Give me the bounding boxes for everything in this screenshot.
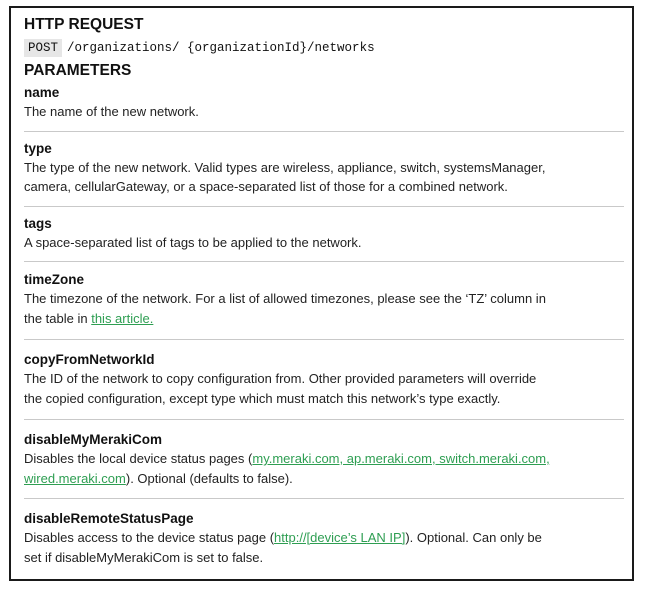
param-tags xyxy=(24,207,624,263)
http-request-heading: HTTP REQUEST xyxy=(24,16,144,33)
param-copy-from-network-id xyxy=(24,340,624,420)
description-text: ). Optional. Can only be xyxy=(405,530,542,545)
param-title: disableRemoteStatusPage xyxy=(24,511,194,526)
endpoint-path: /organizations/ {organizationId}/networks xyxy=(67,41,375,55)
param-description: A space-separated list of tags to be applied to the network. xyxy=(24,234,362,250)
param-description-line: The type of the new network. Valid types are wireless, appliance, switch, systemsManager, xyxy=(24,159,546,175)
param-disable-my-meraki-com xyxy=(24,420,624,499)
param-title: disableMyMerakiCom xyxy=(24,432,163,447)
article-link[interactable]: this article. xyxy=(91,310,154,326)
param-disable-remote-status-page xyxy=(24,499,624,567)
param-description-line xyxy=(24,449,624,469)
meraki-status-links[interactable]: my.meraki.com, ap.meraki.com, switch.meraki.com, xyxy=(252,451,550,466)
description-text: ). Optional (defaults to false). xyxy=(125,470,293,486)
device-lan-ip-link[interactable]: http://[device’s LAN IP] xyxy=(274,530,406,545)
param-description-line: set if disableMyMerakiCom is set to false. xyxy=(24,549,264,565)
param-description-line: The ID of the network to copy configuration from. Other provided parameters will override xyxy=(24,371,537,386)
api-doc-content xyxy=(24,15,624,567)
param-title: tags xyxy=(24,215,52,231)
param-description-line: camera, cellularGateway, or a space-separated list of those for a combined network. xyxy=(24,179,508,194)
description-text: Disables the local device status pages ( xyxy=(24,451,253,466)
param-title: copyFromNetworkId xyxy=(24,352,155,367)
param-title: type xyxy=(24,140,52,156)
wired-meraki-link[interactable]: wired.meraki.com xyxy=(24,470,126,486)
parameters-heading: PARAMETERS xyxy=(24,62,132,79)
endpoint-line xyxy=(24,38,624,58)
param-type xyxy=(24,132,624,207)
param-description: The name of the new network. xyxy=(24,104,199,119)
param-description-line xyxy=(24,469,624,489)
description-text: Disables access to the device status page ( xyxy=(24,530,275,545)
http-method-badge: POST xyxy=(24,39,62,57)
param-description-line: the copied configuration, except type which must match this network’s type exactly. xyxy=(24,390,501,406)
param-description-line xyxy=(24,528,624,548)
api-doc-panel xyxy=(9,6,634,581)
param-title: timeZone xyxy=(24,272,85,287)
param-description-line: The timezone of the network. For a list of allowed timezones, please see the ‘TZ’ column in xyxy=(24,291,546,306)
param-name xyxy=(24,83,624,132)
param-timezone xyxy=(24,262,624,340)
param-title: name xyxy=(24,85,60,100)
param-description-line xyxy=(24,309,624,329)
description-text: the table in xyxy=(24,310,92,326)
